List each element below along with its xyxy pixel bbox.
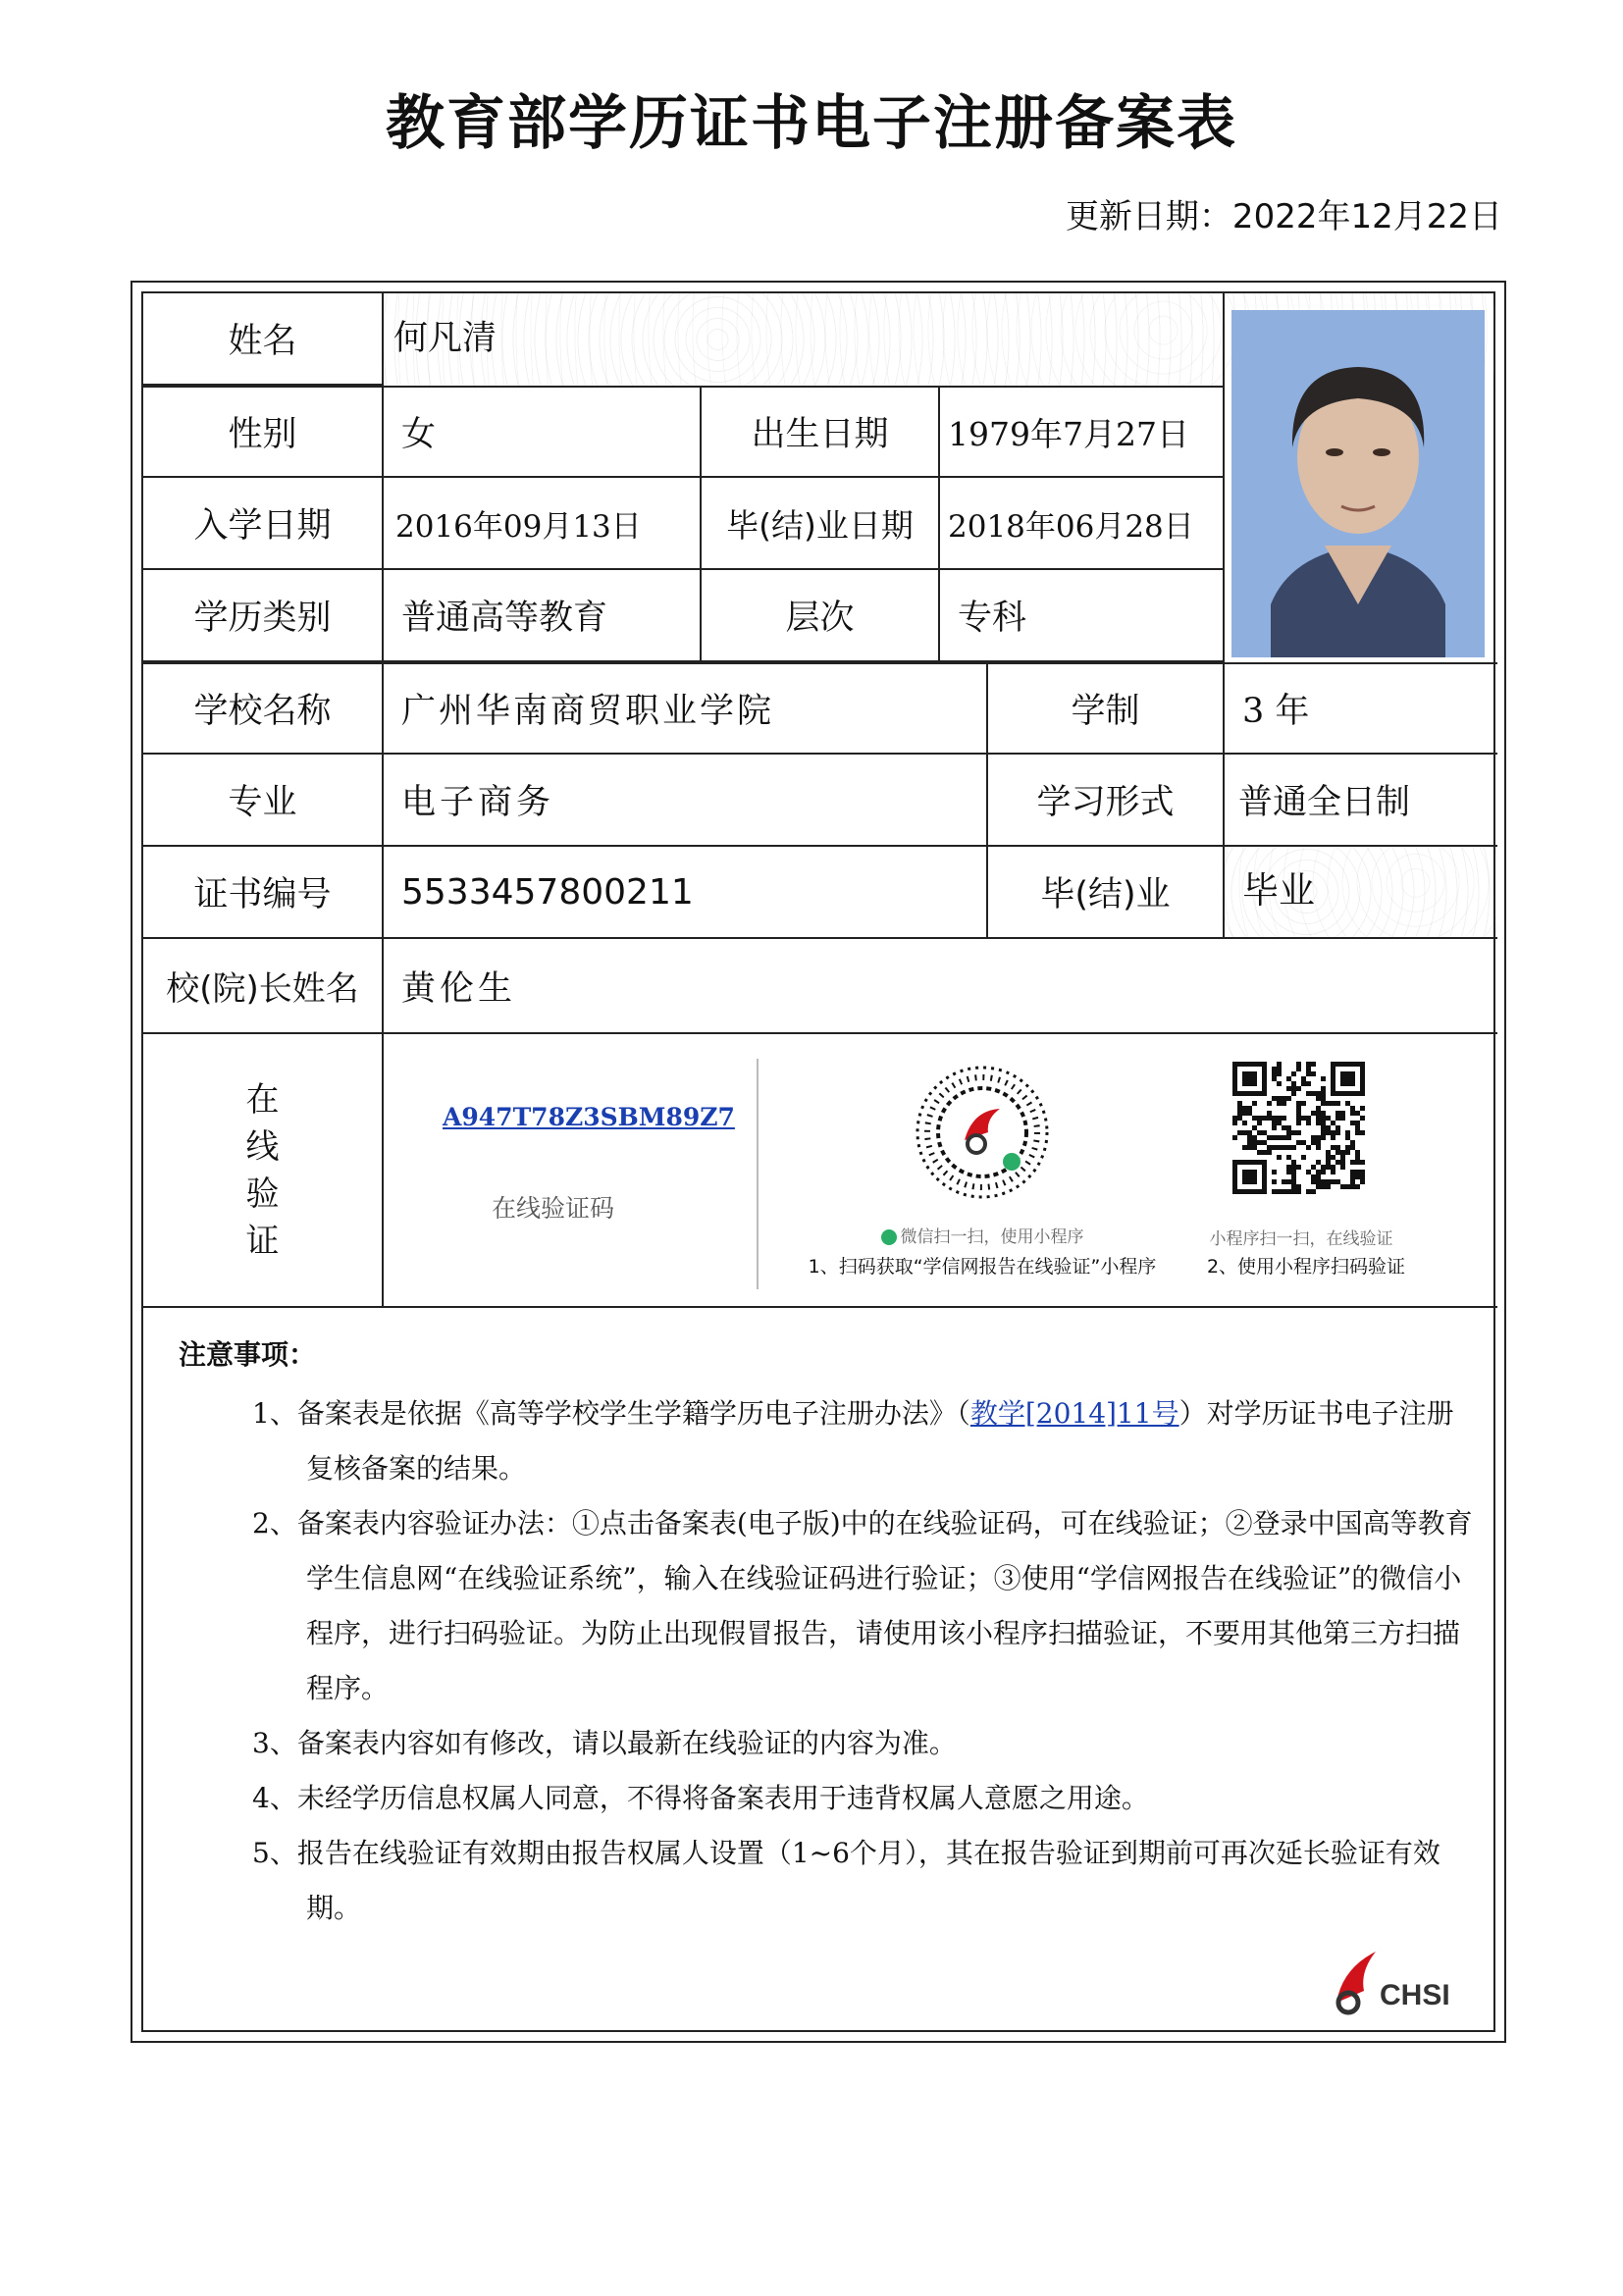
note-1-post: ）对学历证书电子注册复核备案的结果。 [306,1397,1454,1485]
gender-value: 女 [384,386,702,478]
major-value: 电子商务 [384,755,988,847]
verify-char-1: 在 [245,1079,280,1120]
level-value: 专科 [940,570,1225,662]
verify-code-caption: 在线验证码 [492,1194,615,1223]
record-frame [131,281,1506,2043]
portrait-image [1231,310,1485,657]
qr-code-icon [1232,1062,1365,1194]
study-form-label: 学习形式 [988,755,1225,847]
verify-step-1: 1、扫码获取“学信网报告在线验证”小程序 [808,1256,1157,1278]
verify-label [143,1034,384,1308]
page-title: 教育部学历证书电子注册备案表 [386,89,1237,158]
notes-section [179,1333,1474,1936]
verify-step-2: 2、使用小程序扫码验证 [1206,1256,1406,1278]
name-label: 姓名 [143,293,384,386]
record-table [143,293,1497,1308]
president-label: 校(院)长姓名 [143,939,384,1034]
duration-label: 学制 [988,662,1225,755]
mini-program-hint [825,1223,1139,1247]
school-label: 学校名称 [143,662,384,755]
school-value: 广州华南商贸职业学院 [384,662,988,755]
major-label: 专业 [143,755,384,847]
cert-no-value: 5533457800211 [384,847,988,939]
note-5: 5、报告在线验证有效期由报告权属人设置（1~6个月），其在报告验证到期前可再次延长验证有效期。 [252,1837,1440,1924]
notes-title: 注意事项： [179,1338,317,1371]
duration-value: 3 年 [1225,662,1497,755]
wechat-mini-icon [881,1229,897,1245]
note-3: 3、备案表内容如有修改，请以最新在线验证的内容为准。 [252,1727,957,1759]
note-1-pre: 1、备案表是依据《高等学校学生学籍学历电子注册办法》（ [252,1397,970,1430]
edu-type-value: 普通高等教育 [384,570,702,662]
verify-code-link[interactable]: A947T78Z3SBM89Z7 [443,1103,735,1131]
gender-label: 性别 [143,386,384,478]
verify-area [384,1034,1497,1308]
update-date: 更新日期：2022年12月22日 [1065,197,1502,236]
note-1 [198,1386,1474,1496]
grad-date-value: 2018年06月28日 [940,478,1225,570]
birth-label: 出生日期 [702,386,940,478]
verify-qr-code[interactable] [1232,1062,1365,1194]
study-form-value: 普通全日制 [1225,755,1497,847]
birth-value: 1979年7月27日 [940,386,1225,478]
verify-char-4: 证 [245,1221,280,1261]
note-4: 4、未经学历信息权属人同意，不得将备案表用于违背权属人意愿之用途。 [252,1782,1149,1814]
chsi-logo [1329,1944,1476,2026]
photo-divider [1223,293,1225,662]
edu-type-label: 学历类别 [143,570,384,662]
regulation-link[interactable]: 教学[2014]11号 [969,1397,1179,1430]
record-inner-frame [141,291,1495,2032]
mini-hint-text: 微信扫一扫，使用小程序 [900,1227,1084,1247]
cert-no-label: 证书编号 [143,847,384,939]
verify-divider [757,1059,759,1289]
mini-program-code[interactable] [914,1064,1051,1201]
grad-status-value: 毕业 [1225,847,1497,939]
verify-char-3: 验 [245,1174,280,1214]
qr-hint: 小程序扫一扫，在线验证 [1209,1229,1393,1249]
name-text: 何凡清 [393,319,497,358]
president-value: 黄伦生 [384,939,1497,1034]
mini-program-qr-icon [914,1064,1051,1201]
grad-date-label: 毕(结)业日期 [702,478,940,570]
note-2: 2、备案表内容验证办法：①点击备案表(电子版)中的在线验证码，可在线验证；②登录中国高等教育学生信息网“在线验证系统”，输入在线验证码进行验证；③使用“学信网报告在线验证”的微信小程序，进行扫码验证。为防止出现假冒报告，请使用该小程序扫描验证，不要用其他第三方扫描程序。 [252,1507,1473,1704]
chsi-logo-text: CHSI [1380,1979,1450,2011]
student-photo [1231,310,1485,657]
grad-status-label: 毕(结)业 [988,847,1225,939]
verify-char-2: 线 [245,1126,280,1167]
enroll-value: 2016年09月13日 [384,478,702,570]
enroll-label: 入学日期 [143,478,384,570]
level-label: 层次 [702,570,940,662]
